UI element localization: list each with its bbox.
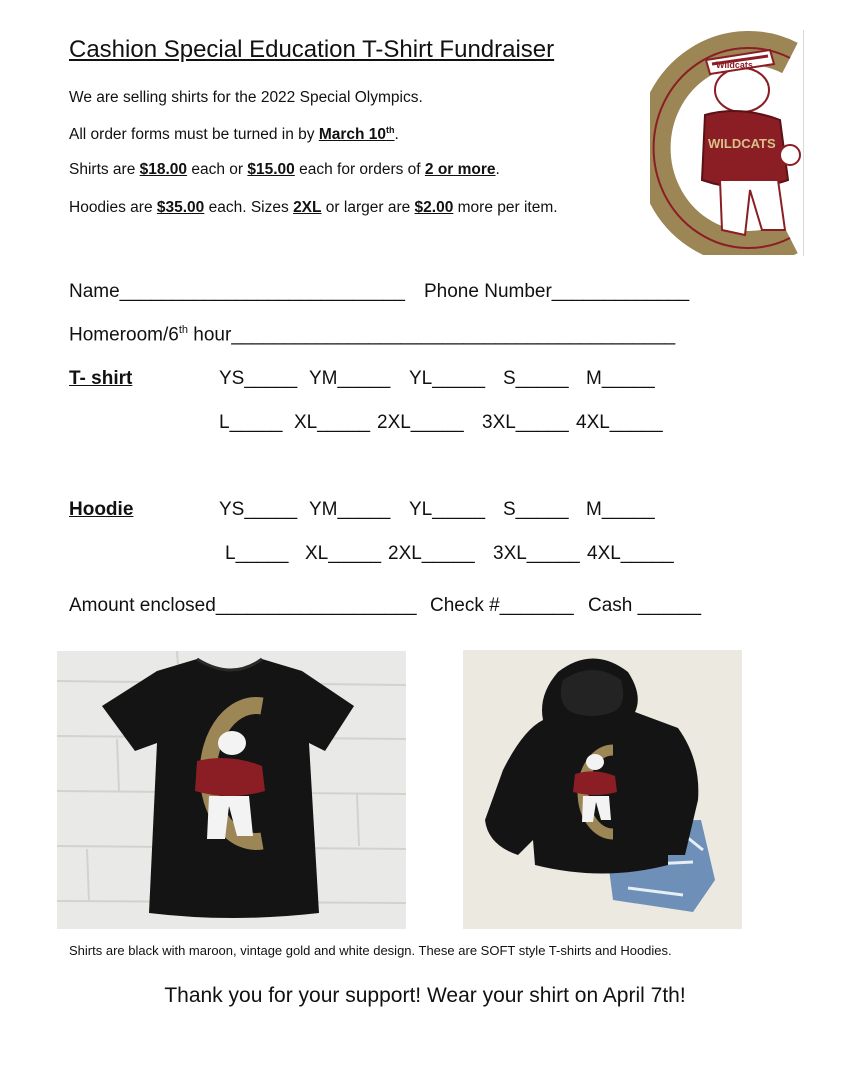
tshirt-xl: XL_____ bbox=[294, 412, 371, 433]
tshirt-photo bbox=[57, 651, 406, 929]
hoodie-yl: YL_____ bbox=[409, 499, 486, 520]
wildcats-logo bbox=[650, 30, 805, 255]
bulk-quantity: 2 or more bbox=[424, 161, 496, 178]
intro-line-2: All order forms must be turned in by March 10th. bbox=[69, 125, 399, 144]
large-size: 2XL bbox=[293, 199, 322, 216]
caption: Shirts are black with maroon, vintage gold and white design. These are SOFT style T-shirts and Hoodies. bbox=[69, 943, 672, 958]
name-field: Name___________________________ bbox=[69, 281, 405, 302]
hoodie-photo bbox=[463, 650, 742, 929]
cash-field: Cash ______ bbox=[588, 595, 702, 616]
thank-you-text: Thank you for your support! Wear your shirt on April 7th! bbox=[164, 984, 686, 1007]
shirt-price: $18.00 bbox=[139, 161, 188, 178]
tshirt-m: M_____ bbox=[586, 368, 655, 389]
hoodie-4xl: 4XL_____ bbox=[587, 543, 674, 564]
logo-text: WILDCATS bbox=[708, 136, 776, 151]
tshirt-yl: YL_____ bbox=[409, 368, 486, 389]
intro-line-1: We are selling shirts for the 2022 Special Olympics. bbox=[69, 89, 423, 106]
tshirt-ym: YM_____ bbox=[309, 368, 391, 389]
deadline-date: March 10th bbox=[318, 125, 395, 144]
tshirt-ys: YS_____ bbox=[219, 368, 298, 389]
logo-hat-text: Wildcats bbox=[716, 60, 753, 70]
hoodie-3xl: 3XL_____ bbox=[493, 543, 580, 564]
page-title: Cashion Special Education T-Shirt Fundraiser bbox=[69, 36, 555, 63]
hoodie-s: S_____ bbox=[503, 499, 569, 520]
tshirt-s: S_____ bbox=[503, 368, 569, 389]
tshirt-2xl: 2XL_____ bbox=[377, 412, 464, 433]
hoodie-m: M_____ bbox=[586, 499, 655, 520]
hoodie-price: $35.00 bbox=[156, 199, 205, 216]
tshirt-4xl: 4XL_____ bbox=[576, 412, 663, 433]
check-field: Check #_______ bbox=[430, 595, 574, 616]
hoodie-ys: YS_____ bbox=[219, 499, 298, 520]
hoodie-ym: YM_____ bbox=[309, 499, 391, 520]
phone-field: Phone Number_____________ bbox=[424, 281, 690, 302]
hoodie-label: Hoodie bbox=[69, 499, 134, 520]
intro-line-3: Shirts are $18.00 each or $15.00 each for orders of 2 or more. bbox=[69, 161, 500, 178]
homeroom-field: Homeroom/6th hour__________________________________________ bbox=[69, 324, 676, 346]
tshirt-label: T- shirt bbox=[69, 368, 133, 389]
hoodie-xl: XL_____ bbox=[305, 543, 382, 564]
hoodie-2xl: 2XL_____ bbox=[388, 543, 475, 564]
intro-line-4: Hoodies are $35.00 each. Sizes 2XL or larger are $2.00 more per item. bbox=[69, 199, 558, 216]
deadline-text: All order forms must be turned in by bbox=[69, 126, 319, 144]
tshirt-3xl: 3XL_____ bbox=[482, 412, 569, 433]
shirt-bulk-price: $15.00 bbox=[247, 161, 295, 178]
tshirt-l: L_____ bbox=[219, 412, 283, 433]
hoodie-l: L_____ bbox=[225, 543, 289, 564]
large-size-surcharge: $2.00 bbox=[414, 199, 454, 216]
amount-field: Amount enclosed___________________ bbox=[69, 595, 417, 616]
